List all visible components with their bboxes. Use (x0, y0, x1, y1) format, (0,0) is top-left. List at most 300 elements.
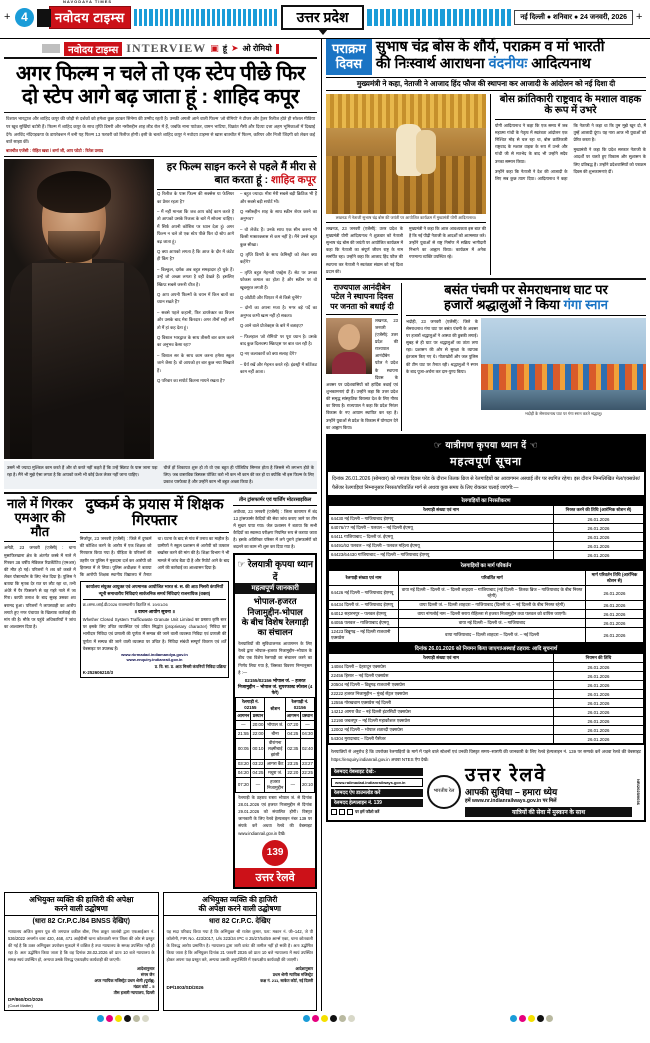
th-diversion-date: मार्ग परिवर्तन तिथि (आरंभिक स्टेशन से) (586, 571, 644, 586)
news-block-3 (233, 497, 317, 889)
qa-item: Q नसीरुद्दीन शाह के साथ स्क्रीन शेयर करने का अनुभव? (240, 209, 317, 222)
banner-item-two: ओ रोमियो (242, 44, 272, 53)
railmadad-helpline-chip: रेलमदद हेल्पलाइन नं. 139 (331, 799, 423, 807)
cell: वीरांगना लक्ष्मीबाई झांसी (265, 738, 285, 759)
qa-headline-line1: हर फिल्म साइन करने से पहले मैं मीरा से बात (166, 161, 316, 186)
crop-mark-left: + (4, 11, 11, 23)
court1-sign-3: अपर न्यायिक मजिस्ट्रेट प्रथम श्रेणी (पूर्वाह्न) (94, 978, 155, 984)
table-header-row (329, 506, 644, 515)
qa-item: – वो लेजेंड हैं। उनके साथ एक सीन करना भी किसी मास्टरक्लास से कम नहीं है। मैंने उनसे बहुत कुछ सीखा। (240, 226, 317, 247)
table-row (329, 586, 644, 601)
indian-railways-emblem-icon (427, 775, 461, 809)
parakram-headline-l2c: आदित्यनाथ (527, 55, 591, 72)
cell-train: 64012 सहारनपुर – पलवल ईएमयू (329, 610, 399, 619)
cell: 04:25 (252, 770, 264, 776)
qa-item: – सबसे पहले कहानी, फिर डायरेक्टर का विजन और उसके बाद मेरा किरदार। अगर तीनों सही लगें तो मैं हां कह देता हूं। (157, 309, 234, 330)
railway-notice-intro: दिनांक 26.01.2026 (सोमवार) को गणतंत्र दिवस परेड के दौरान तिलक ब्रिज से रेलगाड़ियों का आवागमन अस्थाई तौर पर स्थगित रहेगा। इस दौरान निम्नलिखित मेल/एक्सप्रेस/पैसेंजर रेलगाड़ियां निम्नानुसार निरस्त/परिवर्तित मार्ग से अथवा कुछ समय के लिए रोककर चलाई जाएंगी:— (332, 475, 640, 491)
cell: 23:27 (301, 761, 313, 767)
qa-item: Q रिलीज के पास फिल्म की सक्सेस या फेलियर का प्रेशर रहता है? (157, 191, 234, 204)
governor-portrait (326, 318, 372, 374)
helpline-badge: 139 (262, 840, 288, 866)
court2-sign-3: कक्ष नं. 211, साकेत कोर्ट, नई दिल्ली (260, 978, 313, 984)
cell-train: 22222 हजरत निजामुद्दीन – मुंबई सेंट्रल एक्सप्रेस (329, 690, 554, 699)
parakram-headline (376, 39, 646, 75)
th-train-02156: रेलगाड़ी नं. 02156 (285, 697, 314, 711)
court-notices-row (4, 892, 317, 1012)
ganga-content (406, 318, 646, 418)
tender-code: K-252606210/3 (82, 669, 114, 675)
cell-date: 26.01.2026 (554, 699, 644, 708)
governor-block (326, 283, 402, 431)
cell: 22:20 (285, 768, 300, 777)
news-block-1 (4, 497, 76, 889)
bose-side-p2: उन्होंने कहा कि नेताजी ने देश की आजादी के लिए सब कुछ त्याग दिया। आदित्यनाथ ने कहा कि नेताजी ने कहा था कि तुम मुझे खून दो, मैं तुम्हें आजादी दूंगा। यह नारा आज भी युवाओं को प्रेरित करता है। (495, 122, 646, 181)
table-row (329, 610, 644, 619)
railmadad-app-chip[interactable]: रेलमदद ऐप डाउनलोड करें (331, 789, 423, 797)
shahid-kapoor-photo (4, 159, 154, 459)
cell-date: 26.01.2026 (554, 735, 644, 744)
table-row (329, 619, 644, 628)
parakram-badge-line1: पराक्रम (332, 41, 366, 56)
railway-table2-caption: रेलगाड़ियों का मार्ग परिवर्तन (328, 560, 644, 570)
court2-body: यह सदा परिवाद किया गया है कि अभियुक्त श्री राजेश कुमार, पता: मकान नं. जी–142, जे पी कॉलोनी, FIR No. 423/2017, U/s 323/34 IPC व 25/27/54/59 आर्म्स एक्ट, थाना कोतवाली के विरुद्ध आरोप प्रमाणित है। न्यायालय द्वारा जारी वारंट की तामील नहीं हो सकी है। अतः उद्घोषित किया जाता है कि अभियुक्त दिनांक 21 फरवरी 2026 को प्रातः 10 बजे न्यायालय में स्वयं उपस्थित होकर अपना पक्ष प्रस्तुत करे, अन्यथा उसकी अनुपस्थिति में एकपक्षीय कार्यवाही की जाएगी। (166, 929, 313, 963)
court1-heading (5, 893, 158, 916)
table-row (329, 533, 644, 542)
nr-tagline: आपकी सुविधा – हमारा ध्येय (465, 787, 558, 798)
parakram-deck: मुख्यमंत्री ने कहा, नेताजी ने आजाद हिंद फौज की स्थापना कर आजादी के आंदोलन को नई दिशा दी (326, 77, 646, 91)
banner-interview-label: INTERVIEW (126, 41, 207, 55)
parakram-story-p2: मुख्यमंत्री ने कहा कि आज आवश्यकता इस बात की है कि नई पीढ़ी नेताजी के आदर्शों को आत्मसात करे। उन्होंने युवाओं से राष्ट्र निर्माण में सक्रिय भागीदारी निभाने का आह्वान किया। कार्यक्रम में अनेक गणमान्य व्यक्ति उपस्थित रहे। (409, 225, 486, 260)
cell: 22:00 (252, 731, 264, 737)
news3-headline: तीन ट्रांसफार्मर एवं चार्जिंग मोटरसाइकिल (239, 496, 312, 503)
decorative-bars-left (134, 9, 278, 26)
th-station: स्टेशन (265, 697, 285, 720)
nr-website-line[interactable]: हमें www.nr.indianrailways.gov.in पर मिलें (465, 798, 557, 805)
cell: 04:25 (285, 729, 300, 738)
qa-column (157, 159, 317, 459)
cell-date: 26.01.2026 (554, 542, 644, 551)
bose-side-body (495, 122, 646, 182)
qa-item: – दोनों का अपना मजा है। मगर बड़े पर्दे का अनुभव कभी खत्म नहीं हो सकता। (240, 305, 317, 318)
qa-item: – बहुत ज्यादा। मीरा मेरी सबसे बड़ी क्रिटिक भी हैं और सबसे बड़ी सपोर्ट भी। (240, 191, 317, 204)
instagram-icon[interactable] (347, 809, 353, 815)
table-row (329, 628, 644, 643)
bose-side-p1: योगी आदित्यनाथ ने कहा कि एक समय में जब महात्मा गांधी के नेतृत्व में स्वतंत्रता आंदोलन एक निश्चित मोड़ से चल रहा था, बोस क्रांतिकारी राष्ट्रवाद के मशाल वाहक के रूप में उभरे और गांधी जी से मतभेद के बाद भी उन्होंने सदैव उनका सम्मान किया। (495, 122, 568, 164)
table-row (236, 759, 315, 768)
th-train-name: रेलगाड़ी संख्या एवं नाम (329, 654, 554, 663)
table-row (329, 717, 644, 726)
th-train-name: रेलगाड़ी संख्या एवं नाम (329, 571, 399, 586)
right-section-rule (326, 278, 646, 280)
cell-train: 20504 नई दिल्ली – डिब्रूगढ़ राजधानी एक्सप्रेस (329, 681, 554, 690)
table-row (236, 738, 315, 759)
tender-url-2[interactable]: www.enquiry.indianrail.gov.in (126, 656, 183, 662)
facebook-icon[interactable] (339, 809, 345, 815)
emblem-label: भारतीय रेल (433, 788, 455, 795)
cell-train: 64434 दिल्ली जं. – गाजियाबाद ईएमयू (329, 601, 399, 610)
news2-rule (80, 532, 230, 533)
qa-item: – तृप्ति बहुत मेहनती एक्ट्रेस हैं। सेट पर उनका फोकस कमाल का होता है और स्क्रीन पर वो खूबसूरत लगती हैं। (240, 269, 317, 290)
nr-footer-bar: यात्रियों की सेवा में मुस्कान के साथ (465, 807, 632, 817)
cell-train: 54304 मुरादाबाद – दिल्ली पैसेंजर (329, 735, 554, 744)
banner-item-one: हूं (222, 44, 227, 53)
court1-ref: DP/860/DO/2026 (8, 997, 43, 1003)
table-header-row (236, 697, 315, 711)
cell-train: 64430 नई दिल्ली – गाजियाबाद ईएमयू (329, 515, 554, 524)
th-departure-a: प्रस्थान (251, 711, 265, 720)
table-row (329, 681, 644, 690)
clapboard-icon: ▣ (210, 43, 219, 53)
quote-band (4, 461, 317, 488)
social-follow-label: पर हमें फॉलो करें (355, 809, 380, 815)
th-arrival-a: आगमन (236, 711, 251, 720)
chevron-right-icon: ➤ (230, 43, 239, 53)
table-row (329, 663, 644, 672)
bhopal-timetable (235, 697, 315, 793)
cell: 07:20 (285, 720, 300, 729)
table-row (329, 542, 644, 551)
parakram-story-p1: लखनऊ, 23 जनवरी (एजेंसी): उत्तर प्रदेश के मुख्यमंत्री योगी आदित्यनाथ ने शुक्रवार को नेताजी सुभाष चंद्र बोस की जयंती पर आयोजित कार्यक्रम में कहा कि नेताजी का संपूर्ण जीवन राष्ट्र के नाम समर्पित रहा। उन्होंने कहा कि आजाद हिंद फौज की स्थापना कर नेताजी ने स्वतंत्रता संग्राम को नई दिशा प्रदान की। (326, 225, 403, 274)
railway-important-notice (326, 434, 646, 822)
railway-diversion-table (328, 570, 644, 643)
cell-route: वाया गाजियाबाद – दिल्ली शाहदरा – दिल्ली जं. – नई दिल्ली (399, 628, 586, 643)
nr-brand-block (465, 766, 632, 817)
cell-train: 64076/77 नई दिल्ली – पलवल – नई दिल्ली ईएमयू (329, 524, 554, 533)
bhopal-ad-title-1: भोपाल-हजरत निजामुद्दीन-भोपाल (247, 596, 303, 617)
cell: 04:30 (301, 731, 313, 737)
left-column (0, 39, 322, 1011)
railmadad-website-chip[interactable]: रेलमदद वेबसाइट देखें:- (331, 768, 423, 776)
cell-train: 64423/64430 गाजियाबाद – नई दिल्ली – गाजियाबाद ईएमयू (329, 551, 554, 560)
cell: आगरा कैंट (265, 759, 285, 768)
nr-footer-row (331, 766, 641, 817)
parakram-headline-line1: सुभाष चंद्र बोस के शौर्य, पराक्रम व मां भारती (375, 39, 605, 55)
dot-group-left (97, 1015, 149, 1022)
table-row (329, 551, 644, 560)
cell: 04:20 (236, 768, 251, 777)
th-train-02155: रेलगाड़ी नं. 02155 (236, 697, 265, 711)
table-row (329, 690, 644, 699)
banner-spacer (42, 44, 60, 53)
registration-marks (0, 1011, 650, 1022)
dateline: नई दिल्ली ● शनिवार ● 24 जनवरी, 2026 (514, 10, 633, 25)
tender-text: Whether Closed System Trafficwaste Granute Unit Limited का प्रस्ताव कृषि स्तर पर इसके लिए उचित व्यवस्थित एवं उचित सिद्धांत (proprietary character) निविदा का भागीदार निविदा एवं प्रणाली की पूर्णता में सम्पन्न की जाने वाली व्यवस्था निविदा एवं प्रणाली की पूर्णता में सम्पन्न की जाने वाली व्यवस्था पर उचित है। निविदा संबंधी सम्पूर्ण विवरण एवं शर्तें वेबसाइट पर उपलब्ध हैं। (82, 617, 227, 651)
cell: — (251, 777, 265, 792)
cell-train: 12423 डिब्रूगढ़ – नई दिल्ली राजधानी एक्सप्रेस (329, 628, 399, 643)
th-departure-b: प्रस्थान (300, 711, 314, 720)
cell: भोपाल जं. (265, 720, 285, 729)
th-cancel-date: निरस्त करने की तिथि (आरंभिक स्टेशन से) (554, 506, 644, 515)
logo-latin-tag: NAVODAYA TIMES (63, 0, 113, 4)
court1-sign-4: मंडल कोर्ट – 5 (133, 984, 155, 990)
cell-date: 26.01.2026 (554, 681, 644, 690)
cell-route: वाया नई दिल्ली – दिल्ली जं. – गाजियाबाद (399, 619, 586, 628)
cell: 03:22 (252, 761, 264, 767)
qa-item: – फिलहाल 'ओ रोमियो' पर पूरा ध्यान है। उसके बाद कुछ दिलचस्प स्क्रिप्ट्स पर बात चल रही है। (240, 333, 317, 346)
court1-sign-2: संगम जैन (140, 972, 155, 978)
qa-item: – मैं नहीं मानता कि जब आप कोई काम करते हैं तो आपको उसके रिजल्ट के बारे में सोचना चाहिए। मैं सिर्फ अपनी कोशिश पर ध्यान देता हूं। अगर फिल्म न चले तो एक स्टेप पीछे फिर दो स्टेप आगे बढ़ जाता हूं। (157, 209, 234, 244)
court1-signature (5, 966, 158, 996)
logo-black-block (37, 9, 51, 27)
cell-date: 26.01.2026 (586, 628, 644, 643)
railmadad-url[interactable]: www.railmadad.indianrailways.gov.in (331, 778, 423, 787)
cell: 00:10 (251, 738, 265, 759)
cell: 22:25 (301, 770, 313, 776)
court2-heading-line2: की अपेक्षा करने वाली उद्घोषणा (198, 904, 281, 914)
left-bottom-grid (4, 497, 317, 889)
th-train-name: रेलगाड़ी संख्या एवं नाम (329, 506, 554, 515)
th-regulation-date: नियमन की तिथि (554, 654, 644, 663)
cell-date: 26.01.2026 (586, 619, 644, 628)
cell-train: 22456 हिसार – नई दिल्ली एक्सप्रेस (329, 672, 554, 681)
nr-footer-text: रेलयात्रियों से अनुरोध है कि उपरोक्त रेलगाड़ियों के मार्ग में पड़ने वाले स्टेशनों एवं उनकी विस्तृत समय–सारणी की जानकारी के लिए रेलवे हेल्पलाइन नं. 139 पर सम्पर्क करें अथवा रेलवे की वेबसाइट https://enquiry.indianrail.gov.in अथवा NTES ऐप देखें। (331, 749, 641, 762)
right-column (322, 39, 650, 1011)
interview-lead: विशाल भारद्वाज और शाहिद कपूर की जोड़ी से दर्शकों को हमेशा कुछ हटकर सिनेमा की उम्मीद रहती है। उनकी अगली आने वाली फिल्म 'ओ रोमियो' ने टीजर और ट्रेलर रिलीज होते ही सोशल मीडिया पर खूब सुर्खियां बटोरी हैं। फिल्म में शाहिद कपूर के साथ तृप्ति डिमरी और नसीरुद्दीन शाह लीड रोल में हैं, जबकि नाना पाटेकर, वामन भाटिया, विक्रांत मैसी और दिव्या दत्ता अहम भूमिकाओं में दिखाई देंगे। अरविंद नंदियड़कपा के डायरेक्शन में बनी यह फिल्म 13 फरवरी को रिलीज होगी। इसी के चलते शाहिद कपूर ने नवोदय टाइम्स से खास बातचीत में फिल्म, करियर और निजी जिंदगी को लेकर कई बातें साझा कीं। (6, 116, 315, 145)
page-body (0, 39, 650, 1011)
tender-url[interactable]: www.rkrmadad.indiamandya.gov.in (121, 651, 188, 657)
quote-left: उसमें भी ज्यादा मुश्किल काम करते हैं और वो करते नहीं कहते हैं कि उन्हें स्क्रिप्ट के पास जाना पड़ा रहा है। मैंने भी मुझे ऐसा लगता है कि आपको कभी भी कोई प्रेशर लेकर नहीं जाना चाहिए। (7, 465, 158, 478)
quote-right: चीजें हों शिकायत शुरू हो तो वो एक बहुत ही पॉजिटिव सिग्नल होता है जिससे भी लगभग होते के लिए। जब वास्तविक डिस्कस पॉजिट करो भी कम भी काम की कर हो या क्योंकि भी इस फिल्म के लिए प्रकाश पारफेक्ट है और उन्होंने काम भी बहुत अच्छा किया है। (163, 465, 314, 485)
court2-ref: DP/1003/SD/2026 (166, 985, 204, 991)
cell: 02:35 (285, 738, 300, 759)
court1-sign-5: तीस हजारी न्यायालय, दिल्ली (113, 990, 155, 996)
court1-heading-line1: अभियुक्त व्यक्ति की हाजिरी की अपेक्षा (29, 894, 134, 904)
publication-logo (37, 0, 131, 29)
cell: 20:10 (300, 777, 314, 792)
qa-item: Q ओटीटी और थिएटर में से किसे चुनेंगे? (240, 295, 302, 300)
cell-train: 12190 जबलपुर – नई दिल्ली महाकौशल एक्सप्रेस (329, 717, 554, 726)
cell: — (236, 720, 251, 729)
railway-table1-caption: रेलगाड़ियों का निरस्तीकरण (328, 495, 644, 505)
nr-brand-name: उत्तर रेलवे (465, 765, 547, 787)
table-header-row (329, 571, 644, 586)
logo-wordmark: नवोदय टाइम्स (49, 6, 131, 29)
dot-group-center (303, 1015, 355, 1022)
decorative-bars-right (367, 9, 511, 26)
bhopal-train-number: 02155/02156 भोपाल जं. – हजरत निजामुद्दीन – भोपाल जं. सुपरफास्ट स्पेशल (4 फेरे) (237, 677, 313, 695)
table-row (329, 708, 644, 717)
parakram-badge (326, 39, 372, 75)
ganga-rule (406, 315, 646, 316)
court2-sign-1: आदेशानुसार (295, 966, 313, 972)
cell-date: 26.01.2026 (554, 551, 644, 560)
news2-headline: दुष्कर्म के प्रयास में शिक्षक गिरफ्तार (85, 495, 224, 530)
ganga-photo-wrap (481, 318, 646, 418)
cell: 21:55 (236, 729, 251, 738)
cell-date: 26.01.2026 (586, 601, 644, 610)
cell-train: 64491/92 पलवल – नई दिल्ली – पलवल महिला ईएमयू (329, 542, 554, 551)
page-number: 4 (15, 8, 34, 27)
parakram-headline-line2 (376, 56, 646, 73)
cell: 23:25 (285, 759, 300, 768)
news-block-2 (80, 497, 230, 889)
governor-text: लखनऊ, 23 जनवरी (एजेंसी): उत्तर प्रदेश की राज्यपाल आनंदीबेन पटेल ने प्रदेश के स्थापना दिवस के अवसर पर प्रदेशवासियों को हार्दिक बधाई एवं शुभकामनाएं दी हैं। उन्होंने कहा कि उत्तर प्रदेश की समृद्ध सांस्कृतिक विरासत देश के लिए गौरव का विषय है। राज्यपाल ने कहा कि प्रदेश निरंतर विकास के नए आयाम स्थापित कर रहा है। उन्होंने युवाओं से प्रदेश के विकास में योगदान देने का आह्वान किया। (326, 317, 398, 430)
interview-headline: अगर फिल्म न चले तो एक स्टेप पीछे फिर दो स्टेप आगे बढ़ जाता हूं : शाहिद कपूर (15, 62, 306, 109)
bose-side-story (490, 94, 646, 275)
qa-headline-name: शाहिद कपूर (271, 173, 316, 186)
cell: 20:00 (252, 722, 264, 728)
cell-date: 26.01.2026 (554, 533, 644, 542)
banner-end-bar (276, 44, 279, 54)
table-row (236, 729, 315, 738)
bhopal-ad-title (235, 594, 315, 639)
edition-state-label: उत्तर प्रदेश (281, 5, 365, 30)
interview-banner (4, 39, 317, 57)
interview-credit: बातचीत एजेंसी : रोहित खन्ना / शर्मा जी, आप फोटो : रितेश प्रसाद (6, 148, 104, 154)
court-notice-1 (4, 892, 159, 1012)
parakram-left-block (326, 94, 486, 275)
ganga-snan-photo (481, 318, 646, 410)
court2-sign-2: प्रथम श्रेणी न्यायिक मजिस्ट्रेट (272, 972, 313, 978)
tender-heading: कार्यालय संयुक्त आयुक्त एवं अपमानक आयोजित भारत सं. स. की आठ मिसरी कंपनियों न्यूनी समाचारीय निविदाएं सार्वजनिक समर्थ निविदाएं राजनायिक (वक्ता) (85, 583, 224, 596)
court1-ref-sub: (Court Matter) (8, 1003, 33, 1009)
court1-sign-1: आदेशानुसार (136, 966, 155, 972)
parakram-headline-accent: वंदनीयः (488, 55, 528, 72)
tender-notice-box (80, 581, 230, 678)
railway-cancellation-table (328, 505, 644, 560)
bhopal-ad-attention: ☞ रेलयात्री कृपया ध्यान दें (237, 559, 313, 583)
railway-notice-title: महत्वपूर्ण सूचना (328, 453, 644, 472)
qa-item: – विशाल सर के साथ काम करना हमेशा स्कूल जाने जैसा है। वो आपको हर बार कुछ नया सिखाते हैं। (157, 352, 234, 373)
court2-signature (164, 966, 317, 984)
cell-date: 26.01.2026 (554, 726, 644, 735)
court2-heading (164, 893, 317, 916)
ganga-text: भदोही, 23 जनवरी (एजेंसी): जिले के सेमराधनाथ गंगा घाट पर बसंत पंचमी के अवसर पर हजारों श्रद्धालुओं ने आस्था की डुबकी लगाई। सुबह से ही घाट पर श्रद्धालुओं का तांता लगा रहा। प्रशासन की ओर से सुरक्षा के व्यापक इंतजाम किए गए थे। गोताखोरों और जल पुलिस की टीम घाट पर तैनात रही। श्रद्धालुओं ने स्नान के बाद पूजा-अर्चना कर दान-पुण्य किया। (406, 318, 478, 374)
table-row (329, 601, 644, 610)
qa-item: Q नए कलाकारों को क्या सलाह देंगे? (240, 351, 297, 357)
cell-date: 26.01.2026 (554, 524, 644, 533)
interview-content (4, 159, 317, 459)
bhopal-special-train-ad (233, 553, 317, 888)
tender-subheading: ॥ वाचन आयोग सूचना ॥ (134, 609, 175, 615)
cm-event-photo (326, 94, 486, 214)
cell: बीना (265, 729, 285, 738)
nr-contact-block (331, 768, 423, 815)
cell-train: 12556 गोरखधाम एक्सप्रेस नई दिल्ली (329, 699, 554, 708)
cm-caption-rule (326, 222, 486, 223)
news1-text: अमेठी, 23 जनवरी (एजेंसी) : थाना मुसाफिरखाना क्षेत्र के अंतर्गत कस्बे में नाले में गिरकर 38 वर्षीय मेडिकल रिप्रजेंटेटिव (एमआर) की मौत हो गई। परिजनों ने शव को कब्जे में लेकर पोस्टमार्टम के लिए भेज दिया है। पुलिस ने बताया कि मृतक देर रात घर लौट रहा था, तभी अंधेरे में पैर फिसलने से वह गहरे नाले में जा गिरा। काफी तलाश के बाद सुबह उसका शव बरामद हुआ। परिजनों ने लापरवाही का आरोप लगाते हुए नगर पंचायत के खिलाफ कार्रवाई की मांग की है। मौके पर पहुंचे अधिकारियों ने जांच का आश्वासन दिया है। (4, 545, 76, 629)
tender-ref-line: क्र./अम्ब./आई.डी/2026 राजस्थानीय विज्ञप्ति सं. 19/01/26 (82, 602, 168, 608)
cell: 02:40 (300, 738, 314, 759)
table-row (329, 699, 644, 708)
qa-item: Q आने वाले प्रोजेक्ट्स के बारे में बताइए? (240, 323, 304, 329)
table-row (236, 720, 315, 729)
cell: 00:05 (236, 738, 251, 759)
court-notice-2 (163, 892, 318, 1012)
table-row (236, 768, 315, 777)
table-row (329, 515, 644, 524)
cell-train: 12002 नई दिल्ली – भोपाल शताब्दी एक्सप्रेस (329, 726, 554, 735)
dot-group-right (510, 1015, 553, 1022)
left-section-rule (4, 492, 317, 494)
masthead (0, 0, 650, 38)
cell: — (285, 777, 300, 792)
governor-rule (326, 314, 398, 315)
cm-photo-caption: लखनऊ में नेताजी सुभाष चंद्र बोस की जयंती पर आयोजित कार्यक्रम में मुख्यमंत्री योगी आदित्यनाथ। (335, 214, 477, 220)
cell-date: 26.01.2026 (554, 672, 644, 681)
tender-rule-1 (83, 599, 227, 600)
cell: 07:20 (236, 777, 251, 792)
table-row (329, 735, 644, 744)
cell: हजरत निजामुद्दीन (265, 777, 285, 792)
cell-route: वाया नई दिल्ली – दिल्ली जं. – दिल्ली शाहदरा – गाजियाबाद (नई दिल्ली – तिलक ब्रिज – गाजियाबाद के बीच निरस्त रहेगी) (399, 586, 586, 601)
qa-item: Q आप अपनी फिल्मों के चयन में किन बातों का ध्यान रखते हैं? (157, 292, 234, 305)
cell-date: 26.01.2026 (554, 690, 644, 699)
court2-heading-line1: अभियुक्त व्यक्ति की हाजिरी (202, 894, 278, 904)
parakram-story (326, 225, 486, 275)
parakram-headline-l2a: की निःस्वार्थ आराधना (375, 55, 489, 72)
bose-side-rule (495, 119, 646, 120)
bose-side-headline: बोस क्रांतिकारी राष्ट्रवाद के मशाल वाहक के रूप में उभरे (499, 93, 642, 117)
cell-train: 14212 आगरा कैंट – नई दिल्ली इंटरसिटी एक्सप्रेस (329, 708, 554, 717)
banner-brand: नवोदय टाइम्स (64, 42, 122, 56)
nr-side-code: NR/2025/0036 (636, 778, 641, 805)
th-arrival-b: आगमन (285, 711, 300, 720)
parakram-content (326, 94, 646, 275)
ganga-block (406, 283, 646, 431)
bose-side-p3: मुख्यमंत्री ने कहा कि प्रदेश सरकार नेताजी के आदर्शों पर चलते हुए विकास और सुशासन के लिए प्रतिबद्ध है। उन्होंने प्रदेशवासियों को पराक्रम दिवस की शुभकामनाएं दीं। (573, 147, 646, 174)
cell-date: 26.01.2026 (554, 717, 644, 726)
cell-train: 14084 दिल्ली – देहरादून एक्सप्रेस (329, 663, 554, 672)
cell-date: 26.01.2026 (554, 515, 644, 524)
court1-heading-line2: करने वाली उद्घोषणा (54, 904, 108, 914)
qa-headline (157, 159, 317, 189)
bhopal-ad-footer: रेलगाड़ी के ठहराव रास्ता भोपाल जं. से दिनांक 28.01.2026 एवं हजरत निजामुद्दीन से दिनांक 29.01.2026 को संचालित होगी। विस्तृत जानकारी के लिए रेलवे हेल्पलाइन नंबर 139 पर संपर्क करें अथवा रेलवे की वेबसाइट www.indianrail.gov.in देखें। (238, 794, 312, 836)
qa-body (157, 190, 317, 384)
table-row (236, 777, 315, 792)
cell-train: 64055 पलवल – गाजियाबाद ईएमयू (329, 619, 399, 628)
qa-headline-line2: करता हूं : (232, 173, 272, 186)
cell-route: वाया नांगलोई नाम – दिल्ली सराय रोहिल्ला से हजरत निजामुद्दीन तथा पलवल को वापिस जाएगी। (399, 610, 586, 619)
court1-section: (धारा 82 Cr.P.C./84 BNSS देखिए) (32, 918, 130, 926)
crop-mark-right: + (636, 11, 643, 23)
railway-table3-caption: दिनांक 26.01.2026 को नियमन किया जाएगा/अस्थाई ठहराव: आदि सूचनार्थ (328, 643, 644, 653)
northern-railway-footer (328, 744, 644, 820)
qa-item: – बिल्कुल, दर्शक अब बहुत समझदार हो चुके हैं। उन्हें जो अच्छा लगता है वही देखते हैं। इसलिए स्क्रिप्ट सबसे जरूरी चीज है। (157, 266, 234, 287)
qa-item: Q तृप्ति डिमरी के साथ केमिस्ट्री को लेकर क्या कहेंगे? (240, 252, 317, 265)
table-row (329, 672, 644, 681)
ganga-headline (406, 283, 646, 313)
court1-body: न्यायालय अजित कुमार पुत्र श्री जगपाल वकील बीरू, मिश्र ठाकुर जालंधी द्वारा एफआईआर नं. 536/2022 अन्तर्गत धारा 420, 468, 471 आईपीसी थाना कोतवाली नगर जिला की ओर से प्रस्तुत की गई है कि उक्त अभियुक्त उपरोक्त मुकदमे में वांछित है तथा न्यायालय के समक्ष उपस्थित नहीं हो रहा है। अतः उद्घोषित किया जाता है कि वह दिनांक 28.02.2026 को प्रातः 10 बजे न्यायालय के समक्ष स्वयं उपस्थित हो, अन्यथा उसके विरुद्ध एकपक्षीय कार्यवाही की जाएगी। (8, 929, 155, 963)
governor-headline: राज्यपाल आनंदीबेन पटेल ने स्थापना दिवस पर जनता को बधाई दी (330, 282, 394, 312)
cell: 03:20 (236, 759, 251, 768)
cell: — (300, 720, 314, 729)
table-row (329, 726, 644, 735)
cell-train: 64426 नई दिल्ली – गाजियाबाद ईएमयू (329, 586, 399, 601)
cell-route: वाया दिल्ली जं. – दिल्ली शाहदरा – गाजियाबाद (दिल्ली जं. – नई दिल्ली के बीच निरस्त रहेगी) (399, 601, 586, 610)
bhopal-ad-intro: रेलयात्रियों की सुविधाजनक आवागमन के लिए रेलवे द्वारा भोपाल–हजरत निजामुद्दीन–भोपाल के बीच एक विशेष रेलगाड़ी का संचालन करने का निर्णय लिया गया है, जिसका विवरण निम्नानुसार है :— (238, 641, 312, 675)
cell-date: 26.01.2026 (554, 708, 644, 717)
ganga-headline-line2 (406, 298, 646, 313)
qa-item: Q क्या आपको लगता है कि आज के दौर में कंटेंट ही किंग है? (157, 249, 234, 262)
bhopal-ad-title-2: के बीच विशेष रेलगाड़ी का संचालन (241, 616, 309, 637)
news3-rule (233, 505, 317, 506)
railway-regulation-table (328, 653, 644, 744)
parakram-badge-line2: दिवस (335, 55, 363, 71)
qa-item: Q विशाल भारद्वाज के साथ तीसरी बार काम करने का अनुभव कैसा रहा? (157, 334, 234, 348)
th-diverted-route: परिवर्तित मार्ग (399, 571, 586, 586)
railway-attention-header: ☞ यात्रीगण कृपया ध्यान दें ☜ (328, 436, 644, 453)
twitter-icon[interactable] (331, 809, 337, 815)
ganga-section (326, 283, 646, 431)
qa-item: – धैर्य रखें और मेहनत करते रहें। इंडस्ट्री में शॉर्टकट काम नहीं आता। (240, 361, 317, 375)
court2-section: धारा 82 Cr.P.C. देखिए (208, 918, 271, 926)
qa-item: Q परिवार का सपोर्ट कितना मायने रखता है? (157, 377, 225, 383)
bhopal-ad-subline: महत्वपूर्ण जानकारी (235, 583, 315, 594)
ganga-headline-accent: गंगा स्नान (563, 296, 608, 312)
cell-date: 26.01.2026 (586, 586, 644, 601)
table-header-row (329, 654, 644, 663)
